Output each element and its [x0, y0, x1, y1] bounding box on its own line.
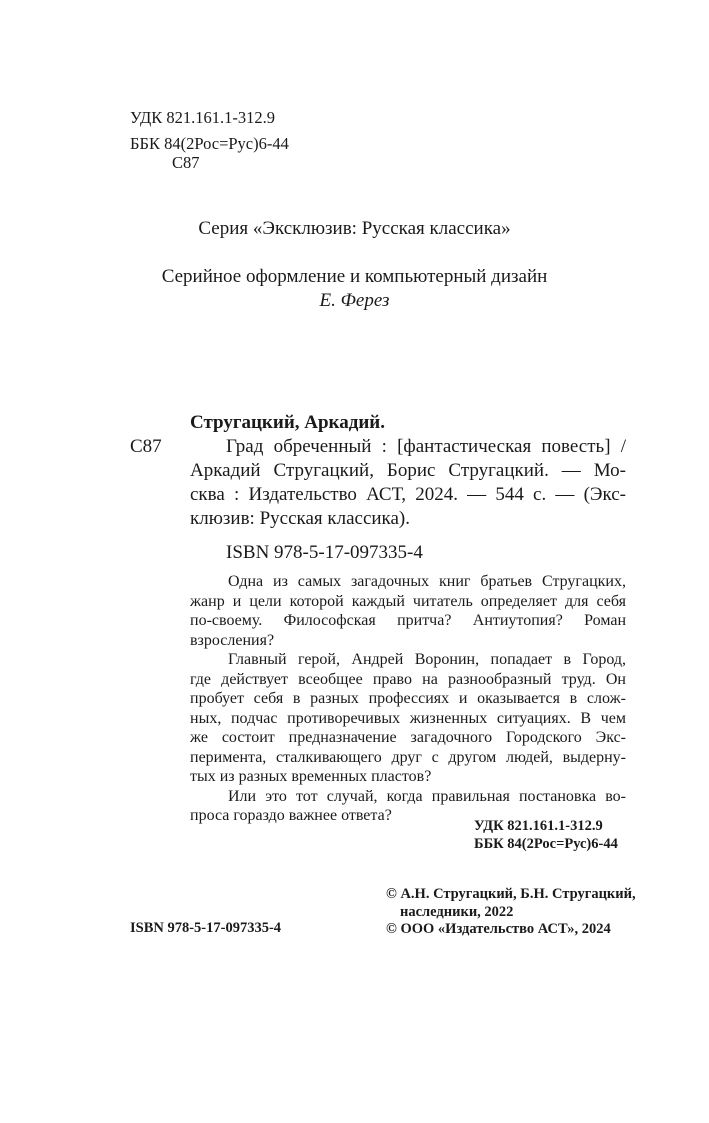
annotation-line: пробует себя в разных профессиях и оказывается в слож- [190, 690, 626, 707]
record-sign: С87 [130, 436, 162, 457]
record-line: клюзив: Русская классика). [190, 508, 411, 529]
copyright-publisher: © ООО «Издательство АСТ», 2024 [386, 921, 611, 937]
annotation-line: по-своему. Философская притча? Антиутопия? Роман [190, 612, 626, 629]
annotation-line: взросления? [190, 631, 275, 649]
designer-name: Е. Ферез [319, 290, 390, 311]
footer-udk: УДК 821.161.1-312.9 [474, 818, 603, 834]
design-credit: Серийное оформление и компьютерный дизайн [161, 266, 548, 287]
copyright-authors-heirs: наследники, 2022 [400, 904, 514, 920]
annotation-line: тых из разных временных пластов? [190, 768, 432, 785]
annotation-line: Одна из самых загадочных книг братьев Стругацких, [228, 573, 626, 590]
footer-bbk: ББК 84(2Рос=Рус)6-44 [474, 836, 618, 852]
annotation-line: ных, подчас противоречивых жизненных ситуациях. В чем [190, 709, 626, 727]
record-line: сква : Издательство АСТ, 2024. — 544 с. — (Экс- [190, 484, 626, 505]
record-line: Град обреченный : [фантастическая повесть] / [226, 436, 626, 457]
annotation-line: жанр и цели которой каждый читатель определяет для себя [190, 592, 626, 610]
annotation-line: Или это тот случай, когда правильная постановка во- [228, 787, 626, 805]
annotation-line: проса гораздо важнее ответа? [190, 807, 392, 824]
annotation-line: перимента, сталкивающего друг с другом людей, выдерну- [190, 748, 626, 766]
annotation-line: Главный герой, Андрей Воронин, попадает в Город, [228, 651, 626, 668]
bbk-code: ББК 84(2Рос=Рус)6-44 [130, 134, 289, 153]
bottom-isbn: ISBN 978-5-17-097335-4 [130, 920, 282, 936]
annotation-line: же состоит предназначение загадочного Городского Экс- [190, 729, 626, 746]
record-line: Аркадий Стругацкий, Борис Стругацкий. — Мо- [190, 460, 626, 481]
record-author-heading: Стругацкий, Аркадий. [190, 412, 385, 433]
udk-code: УДК 821.161.1-312.9 [130, 108, 276, 127]
copyright-authors: © А.Н. Стругацкий, Б.Н. Стругацкий, [386, 886, 636, 902]
annotation-line: где действует всеобщее право на разнообразный труд. Он [190, 670, 626, 688]
series-line: Серия «Эксклюзив: Русская классика» [198, 218, 511, 239]
record-isbn: ISBN 978-5-17-097335-4 [226, 542, 423, 563]
author-sign: С87 [172, 153, 200, 172]
